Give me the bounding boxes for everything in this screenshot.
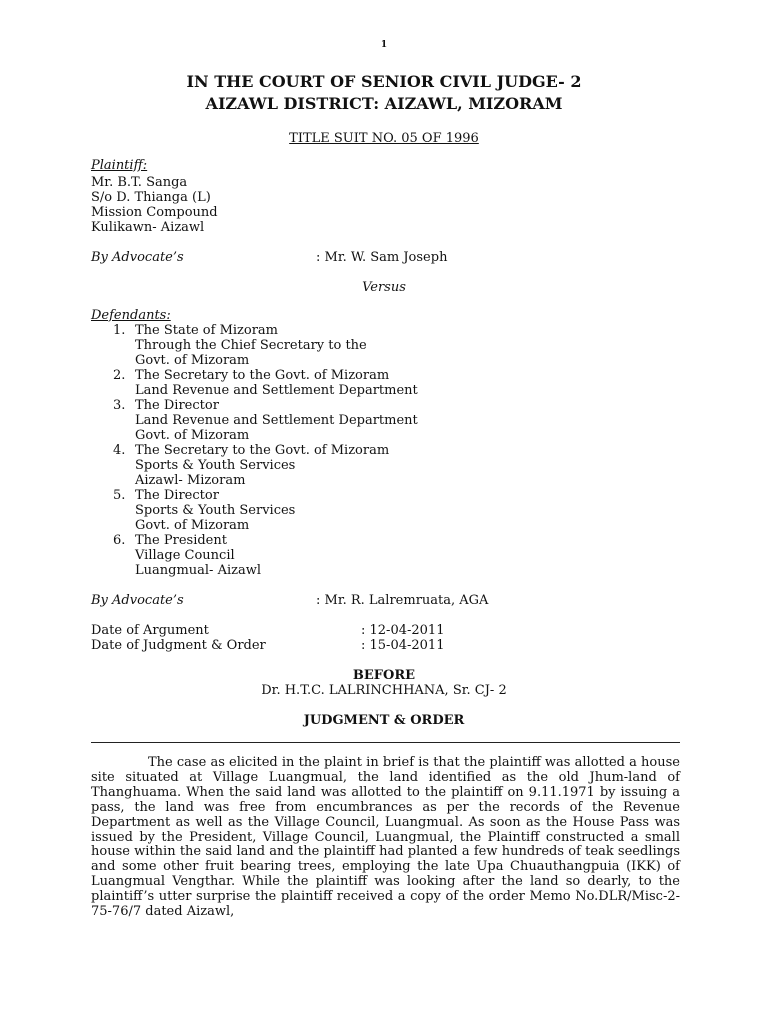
defendant-line: The Secretary to the Govt. of Mizoram <box>135 443 390 458</box>
judgment-order-heading: JUDGMENT & ORDER <box>303 713 465 728</box>
plaintiff-line: Mr. B.T. Sanga <box>91 175 188 190</box>
versus-label: Versus <box>362 280 406 295</box>
defendant-item <box>91 323 418 368</box>
defendant-line: Govt. of Mizoram <box>135 428 250 443</box>
defendant-line: Through the Chief Secretary to the <box>135 338 367 353</box>
defendant-item <box>91 368 418 398</box>
defendant-number: 5. <box>113 488 126 503</box>
defendant-number: 4. <box>113 443 126 458</box>
defendant-line: Land Revenue and Settlement Department <box>135 383 418 398</box>
defendant-item <box>91 488 418 533</box>
defendant-number: 6. <box>113 533 126 548</box>
judgment-body-paragraph: The case as elicited in the plaint in brief is that the plaintiff was allotted a house site situated at Village Luangmual, the land identified as the old Jhum-land of Thanghuama. When the said land was allotted to the plaintiff on 9.11.1971 by issuing a pass, the land was free from encumbrances as per the records of the Revenue Department as well as the Village Council, Luangmual. As soon as the House Pass was issued by the President, Village Council, Luangmual, the Plaintiff constructed a small house within the said land and the plaintiff had planted a few hundreds of teak seedlings and some other fruit bearing trees, employing the late Upa Chuauthangpuia (IKK) of Luangmual Vengthar. While the plaintiff was looking after the land so dearly, to the plaintiff’s utter surprise the plaintiff received a copy of the order Memo No.DLR/Misc-2-75-76/7 dated Aizawl, <box>91 755 680 920</box>
defendant-advocate-label: By Advocate’s <box>91 593 184 608</box>
suit-title: TITLE SUIT NO. 05 OF 1996 <box>289 131 479 146</box>
argument-date-label: Date of Argument <box>91 623 209 638</box>
defendants-heading: Defendants: <box>91 308 171 323</box>
defendant-line: The President <box>135 533 227 548</box>
horizontal-divider <box>91 742 680 743</box>
judgment-date-value: : 15-04-2011 <box>361 638 445 653</box>
defendant-item <box>91 443 418 488</box>
defendant-line: The Director <box>135 398 219 413</box>
court-title-line-1: IN THE COURT OF SENIOR CIVIL JUDGE- 2 <box>186 72 582 91</box>
defendant-line: Govt. of Mizoram <box>135 518 250 533</box>
plaintiff-line: S/o D. Thianga (L) <box>91 190 211 205</box>
defendant-line: The Secretary to the Govt. of Mizoram <box>135 368 390 383</box>
defendant-item <box>91 398 418 443</box>
defendant-line: Village Council <box>135 548 235 563</box>
defendant-item <box>91 533 418 578</box>
plaintiff-heading: Plaintiff: <box>91 158 148 173</box>
defendants-list <box>91 323 418 578</box>
before-heading: BEFORE <box>352 668 416 683</box>
plaintiff-advocate-label: By Advocate’s <box>91 250 184 265</box>
defendant-number: 2. <box>113 368 126 383</box>
defendant-line: The Director <box>135 488 219 503</box>
defendant-line: Aizawl- Mizoram <box>135 473 246 488</box>
defendant-line: Sports & Youth Services <box>135 503 296 518</box>
court-title-line-2: AIZAWL DISTRICT: AIZAWL, MIZORAM <box>205 94 563 113</box>
plaintiff-line: Kulikawn- Aizawl <box>91 220 205 235</box>
defendant-line: Land Revenue and Settlement Department <box>135 413 418 428</box>
plaintiff-line: Mission Compound <box>91 205 218 220</box>
judge-name: Dr. H.T.C. LALRINCHHANA, Sr. CJ- 2 <box>261 683 507 698</box>
defendant-number: 3. <box>113 398 126 413</box>
argument-date-value: : 12-04-2011 <box>361 623 445 638</box>
judgment-date-label: Date of Judgment & Order <box>91 638 266 653</box>
page-number: 1 <box>380 40 388 50</box>
defendant-line: Luangmual- Aizawl <box>135 563 262 578</box>
defendant-line: The State of Mizoram <box>135 323 279 338</box>
defendant-line: Sports & Youth Services <box>135 458 296 473</box>
defendant-line: Govt. of Mizoram <box>135 353 250 368</box>
defendant-number: 1. <box>113 323 126 338</box>
defendant-advocate-value: : Mr. R. Lalremruata, AGA <box>316 593 489 608</box>
plaintiff-advocate-value: : Mr. W. Sam Joseph <box>316 250 448 265</box>
